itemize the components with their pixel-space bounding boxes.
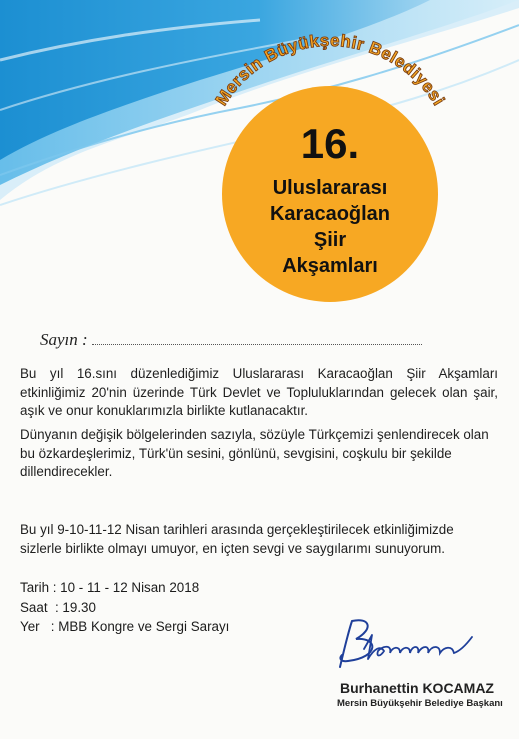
recipient-dotted-line: [92, 330, 422, 345]
event-emblem: [0, 0, 519, 330]
body-paragraph-1: Bu yıl 16.sını düzenlediğimiz Uluslararası Karacaoğlan Şiir Akşamları etkinliğimiz 20'nin üzerinde Türk Devlet ve Topluluklarından gelecek olan şair, aşık ve onur konuklarımızla birlikte kutlanacaktır.: [20, 366, 498, 418]
emblem-edition: 16.: [300, 120, 360, 167]
handwritten-signature: [322, 615, 482, 675]
body-paragraph-2: Dünyanın değişik bölgelerinden sazıyla, sözüyle Türkçemizi şenlendirecek olan bu özkardeşlerimiz, Türk'ün sesini, gönlünü, sevgisini, coşkulu bir şekilde dillendirecekler.: [20, 427, 489, 479]
emblem-line-2: Karacaoğlan: [269, 203, 391, 225]
event-details: [20, 578, 229, 637]
emblem-arc-title: Mersin Büyükşehir Belediyesi: [211, 30, 449, 110]
salutation-label: Sayın :: [40, 330, 88, 349]
event-time: Saat : 19.30: [20, 599, 96, 615]
salutation: [40, 330, 422, 350]
signer-name: Burhanettin KOCAMAZ: [340, 680, 494, 696]
event-date: Tarih : 10 - 11 - 12 Nisan 2018: [20, 580, 200, 595]
emblem-line-1: Uluslararası: [272, 177, 388, 199]
emblem-line-4: Akşamları: [282, 255, 378, 277]
signer-title: Mersin Büyükşehir Belediye Başkanı: [337, 698, 503, 709]
emblem-line-3: Şiir: [313, 229, 347, 251]
event-place: Yer : MBB Kongre ve Sergi Sarayı: [20, 619, 230, 634]
body-paragraph-3: Bu yıl 9-10-11-12 Nisan tarihleri arasında gerçekleştirilecek etkinliğimizde sizlerle birlikte olmayı umuyor, en içten sevgi ve saygılarımı sunuyorum.: [20, 522, 454, 556]
